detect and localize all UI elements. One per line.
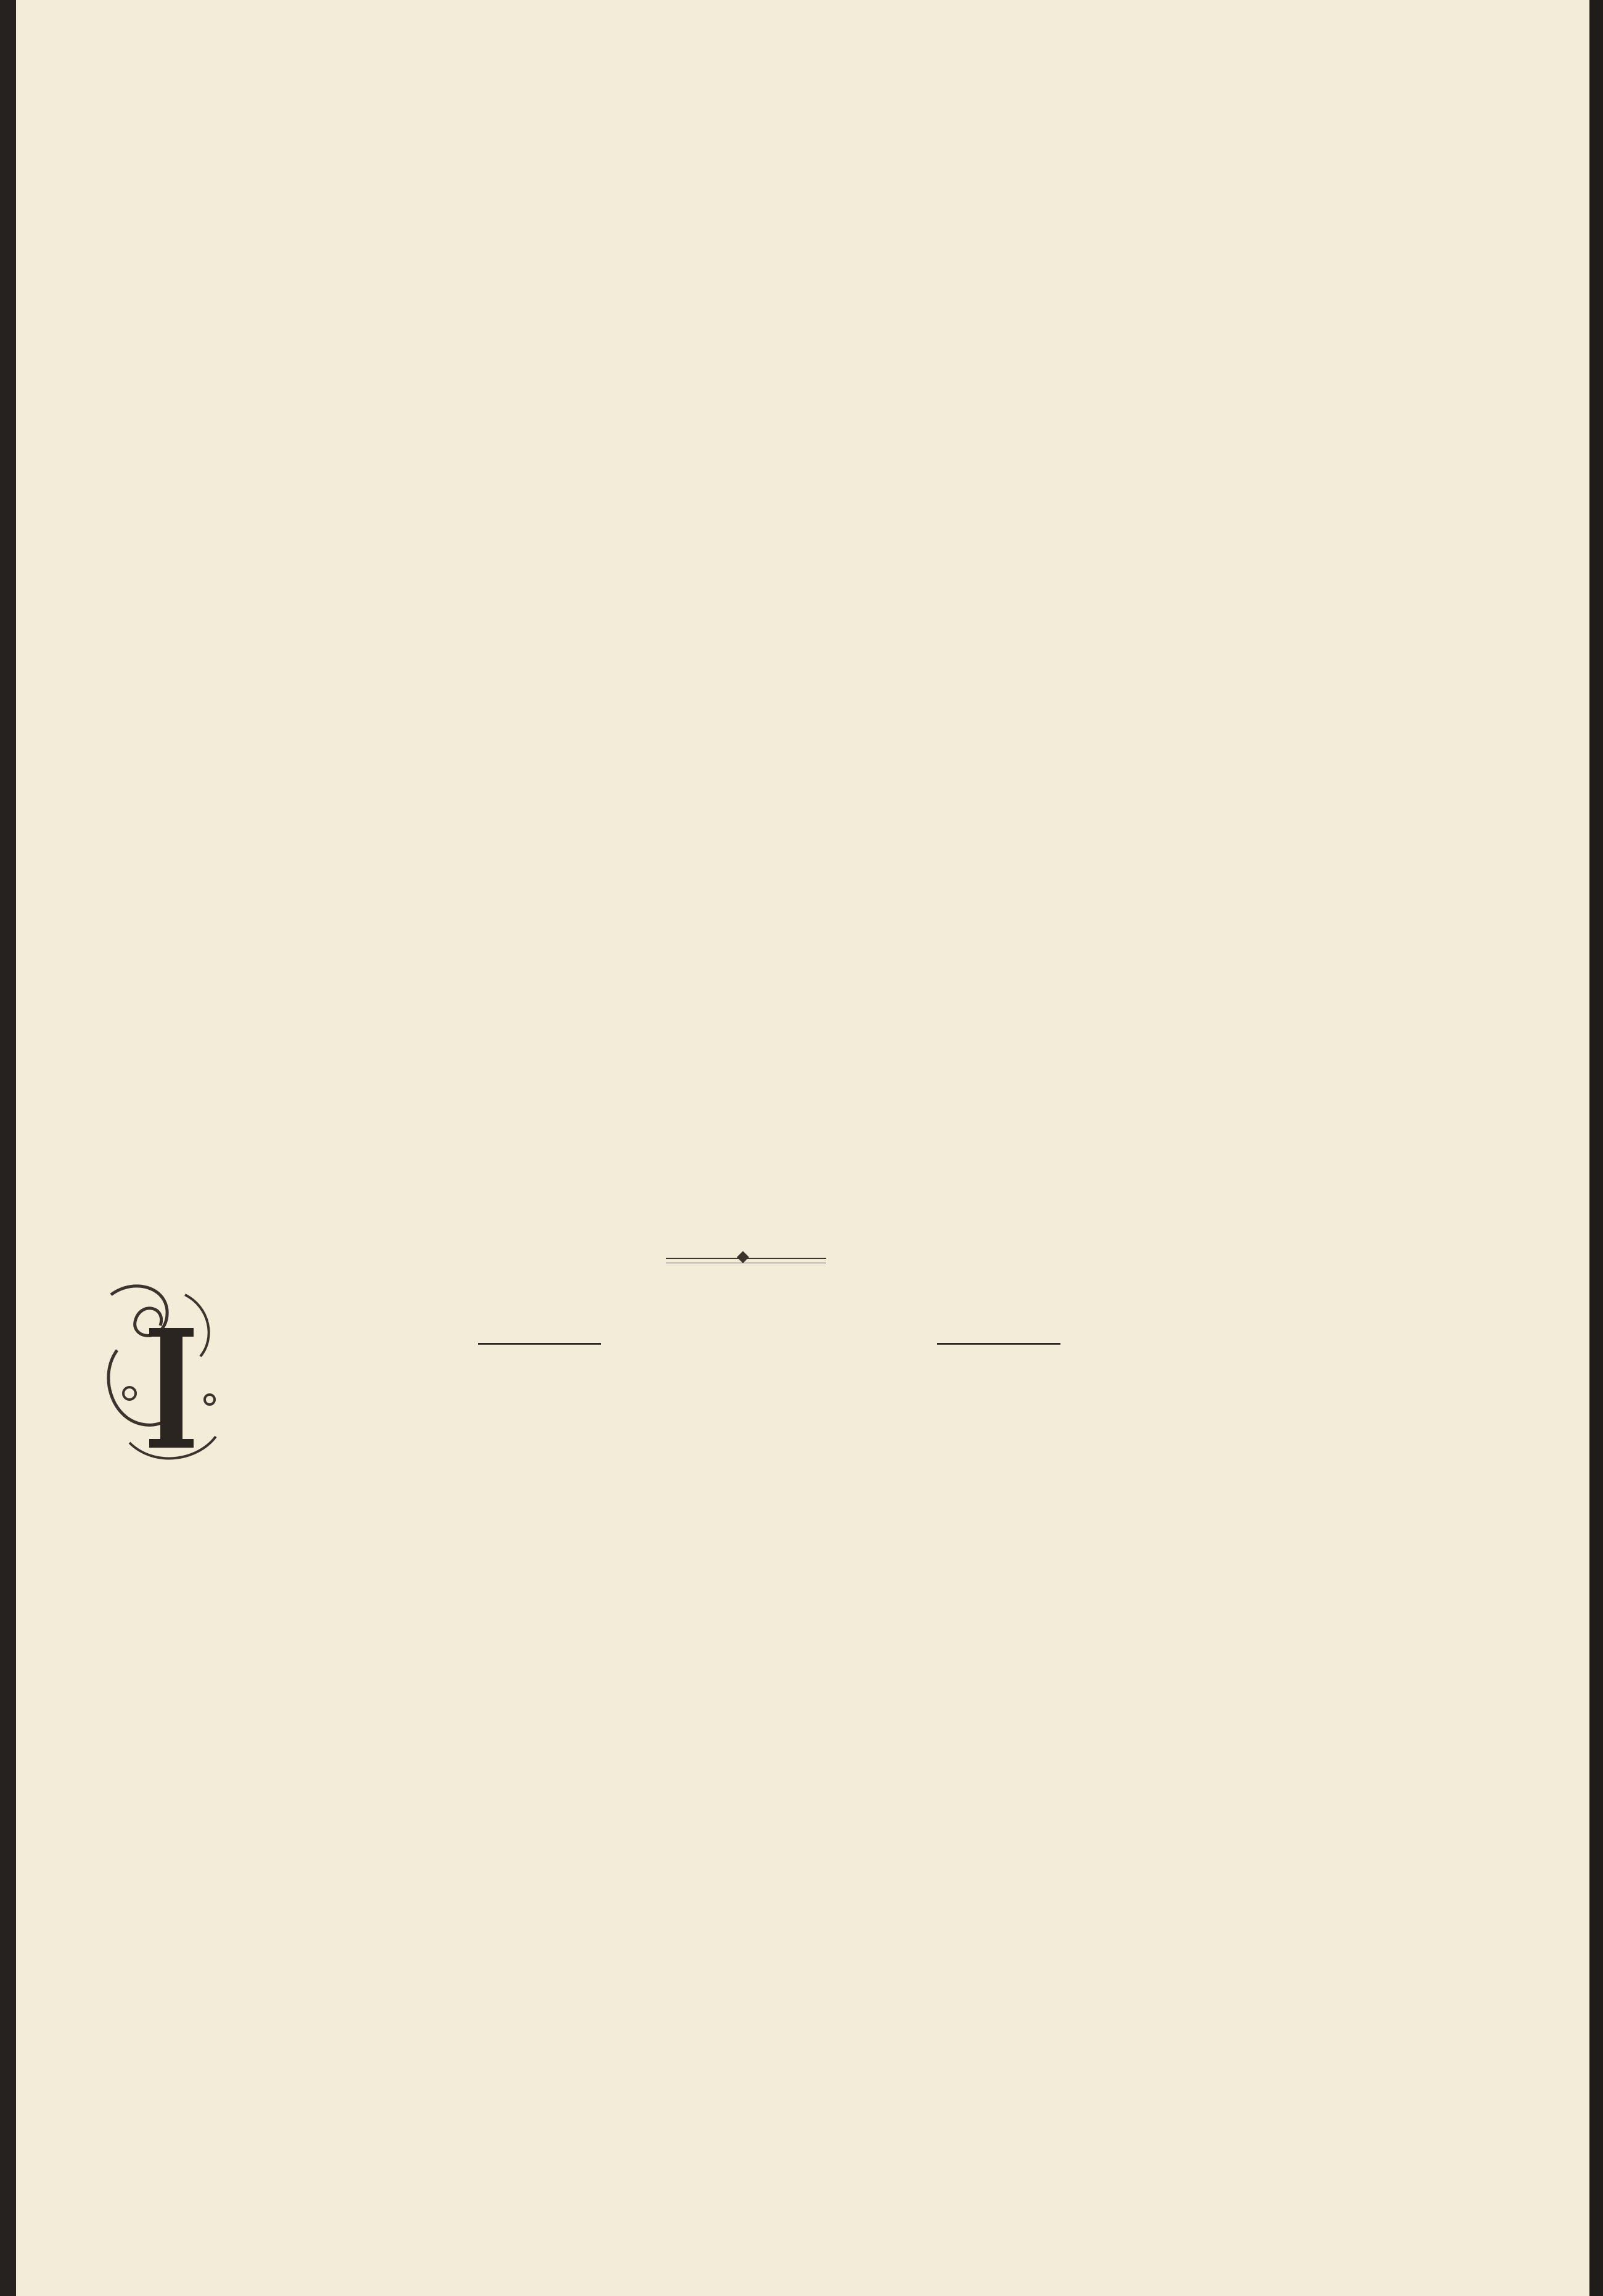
story-column-3 bbox=[1005, 1387, 1449, 2238]
title-rule-right bbox=[937, 1343, 1060, 1345]
story-column-1 bbox=[86, 1387, 524, 2238]
top-article-column-1 bbox=[79, 146, 517, 1231]
top-article-column-2 bbox=[543, 146, 980, 1231]
title-rule-left bbox=[478, 1343, 601, 1345]
story-column-2 bbox=[543, 1387, 974, 2238]
top-article-column-3 bbox=[1011, 146, 1455, 1231]
